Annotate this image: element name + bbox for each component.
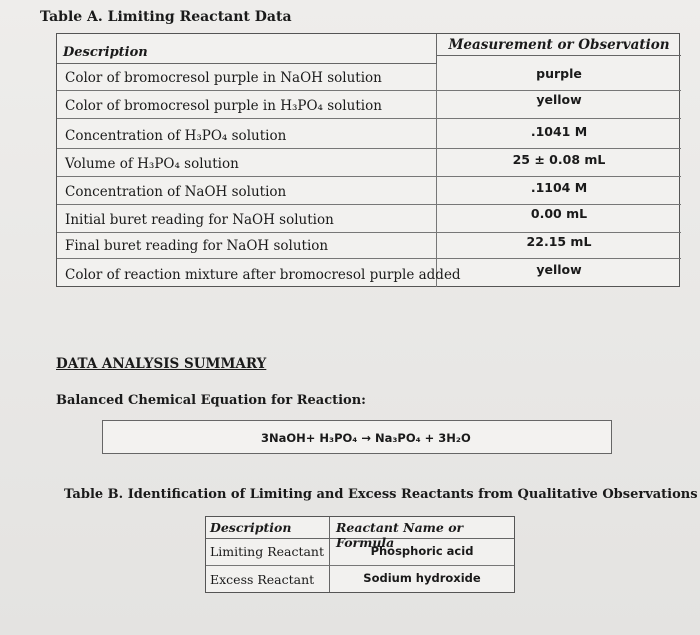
row-divider	[437, 90, 681, 91]
row-description: Color of reaction mixture after bromocresol purple added	[65, 267, 461, 283]
excess-reactant-label: Excess Reactant	[206, 566, 330, 592]
table-row	[57, 232, 681, 258]
table-a-title: Table A. Limiting Reactant Data	[40, 9, 292, 25]
row-divider	[57, 204, 437, 205]
row-description: Color of bromocresol purple in H₃PO₄ solution	[65, 98, 382, 114]
row-divider	[57, 90, 437, 91]
limiting-excess-reactants-table	[205, 516, 515, 593]
table-a-header-measurement: Measurement or Observation	[437, 34, 681, 56]
row-value: .1104 M	[530, 180, 588, 195]
table-row	[57, 176, 681, 204]
row-value: .1041 M	[530, 124, 588, 139]
data-analysis-summary-heading: DATA ANALYSIS SUMMARY	[56, 356, 267, 372]
row-divider	[57, 176, 437, 177]
table-row	[57, 118, 681, 148]
table-b-header-description: Description	[206, 517, 330, 539]
row-value: 0.00 mL	[530, 206, 588, 221]
row-value: yellow	[536, 262, 582, 277]
row-description: Initial buret reading for NaOH solution	[65, 212, 334, 228]
row-description: Color of bromocresol purple in NaOH solution	[65, 70, 382, 86]
table-row	[57, 90, 681, 118]
row-value: purple	[536, 66, 582, 81]
table-row	[57, 258, 681, 287]
row-description: Concentration of H₃PO₄ solution	[65, 128, 287, 144]
row-description: Concentration of NaOH solution	[65, 184, 287, 200]
row-divider	[57, 118, 437, 119]
equation-box	[102, 420, 612, 454]
row-description: Volume of H₃PO₄ solution	[65, 156, 239, 172]
row-divider	[57, 232, 437, 233]
row-divider	[437, 176, 681, 177]
table-row	[57, 204, 681, 232]
row-divider	[437, 232, 681, 233]
table-a-header-description-label: Description	[63, 45, 148, 60]
table-row	[57, 148, 681, 176]
limiting-reactant-label: Limiting Reactant	[206, 539, 330, 566]
row-divider	[57, 258, 681, 259]
table-b-header-reactant: Reactant Name or Formula	[330, 517, 514, 539]
row-divider	[437, 204, 681, 205]
row-value: 25 ± 0.08 mL	[512, 152, 606, 167]
row-value: yellow	[536, 92, 582, 107]
row-value: 22.15 mL	[526, 234, 592, 249]
table-b-title: Table B. Identification of Limiting and Excess Reactants from Qualitative Observations	[64, 487, 698, 502]
row-description: Final buret reading for NaOH solution	[65, 238, 329, 254]
excess-reactant-value: Sodium hydroxide	[363, 571, 481, 585]
table-row	[57, 64, 681, 90]
row-divider	[437, 118, 681, 119]
balanced-equation-label: Balanced Chemical Equation for Reaction:	[56, 393, 366, 408]
limiting-reactant-data-table	[56, 33, 680, 287]
table-a-header-description	[57, 34, 437, 64]
row-divider	[57, 148, 681, 149]
balanced-equation: 3NaOH+ H₃PO₄ → Na₃PO₄ + 3H₂O	[261, 431, 471, 445]
limiting-reactant-value: Phosphoric acid	[330, 539, 514, 566]
